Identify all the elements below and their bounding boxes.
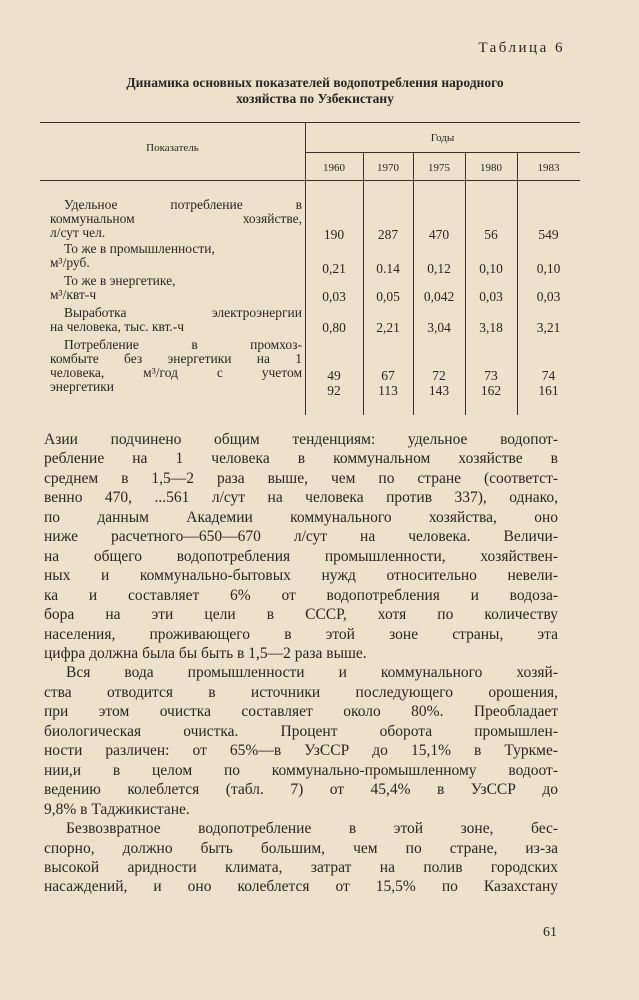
text-line: Вся вода промышленности и коммунального хозяй- (66, 664, 558, 682)
row-label (50, 306, 302, 334)
text-line: населения, проживающего в этой зоне страны, эта (44, 625, 558, 643)
text-line: среднем в 1,5—2 раза выше, чем по стране (соответст- (44, 469, 558, 487)
header-indicator: Показатель (146, 142, 199, 154)
row-label-line: Удельное потребление в (64, 197, 302, 212)
table-cell: 0,21 (322, 261, 346, 276)
table-cell: 0,05 (376, 289, 400, 304)
text-line: биологическая очистка. Процент оборота промышлен- (44, 722, 558, 740)
table-cell: 162 (480, 383, 502, 398)
year-header: 1980 (480, 162, 502, 174)
table-cell: 67 (381, 368, 395, 383)
table-cell: 287 (377, 227, 399, 242)
table-cell: 0,042 (423, 289, 455, 304)
table-cell: 470 (428, 227, 450, 242)
text-line: ства отводится в источники последующего орошения, (44, 683, 558, 701)
table-cell: 143 (428, 383, 450, 398)
row-label-line: м³/квт-ч (50, 287, 97, 302)
row-label-line: комбыте без энергетики на 1 (50, 351, 302, 366)
text-line: венно 470, ...561 л/сут на человека против 337), однако, (44, 489, 558, 507)
header-years: Годы (430, 132, 455, 144)
table-cell: 74 (541, 368, 556, 383)
row-label (50, 198, 302, 240)
text-line: ности различен: от 65%—в УзССР до 15,1% в Туркме- (44, 742, 558, 760)
year-header: 1970 (377, 162, 399, 174)
table-cell: 113 (378, 383, 398, 398)
table-cell: 92 (327, 383, 341, 398)
table-cell: 0,10 (536, 261, 561, 276)
text-line: ных и коммунально-бытовых нужд относительно невели- (44, 567, 558, 585)
table-cell: 0,03 (536, 289, 561, 304)
text-line: бора на эти цели в СССР, хотя по количеству (44, 606, 558, 624)
text-line: Безвозвратное водопотребление в этой зоне, бес- (66, 820, 558, 838)
text-line: высокой аридности климата, затрат на полив городских (44, 858, 558, 876)
table-title (60, 75, 570, 107)
year-header: 1975 (428, 162, 450, 174)
text-line: ведению колеблется (табл. 7) от 45,4% в УзССР до (44, 781, 558, 799)
table-cell: 73 (484, 368, 498, 383)
row-label-line: энергетики (50, 379, 115, 394)
table-cell: 2,21 (376, 320, 400, 335)
text-line: ка и составляет 6% от водопотребления и водоза- (44, 586, 558, 604)
text-line: нии,и в целом по коммунально-промышленному водоот- (44, 761, 558, 779)
table-cell: 72 (432, 368, 446, 383)
text-line: насаждений, и оно колеблется от 15,5% по Казахстану (44, 878, 558, 896)
table-top-rule (40, 122, 580, 123)
text-line: по данным Академии коммунального хозяйства, оно (44, 508, 558, 526)
row-label-line: коммунальном хозяйстве, (50, 211, 302, 226)
table-cell: 549 (538, 227, 559, 242)
table-cell: 0,80 (322, 320, 346, 335)
row-label-line: человека, м³/год с учетом (50, 365, 302, 380)
table-cell: 3,18 (479, 320, 503, 335)
table-title-line: хозяйства по Узбекистану (236, 91, 394, 106)
years-header-rule (305, 152, 580, 153)
text-line: 9,8% в Таджикистане. (44, 800, 190, 818)
text-line: спорно, должно быть большим, чем по стране, из-за (44, 839, 558, 857)
row-label-line: л/сут чел. (50, 225, 106, 240)
row-label (50, 338, 302, 394)
table-cell: 0,12 (427, 261, 451, 276)
table-cell: 56 (484, 227, 498, 242)
table-cell: 0,03 (479, 289, 503, 304)
table-cell: 0,10 (479, 261, 503, 276)
table-cell: 190 (323, 227, 345, 242)
row-label-line: м³/руб. (50, 255, 90, 270)
year-header: 1983 (537, 162, 560, 174)
text-line: ребление на 1 человека в коммунальном хозяйстве в (44, 450, 558, 468)
table-cell: 49 (327, 368, 341, 383)
table-cell: 3,21 (536, 320, 561, 335)
table-cell: 0,03 (322, 289, 346, 304)
data-table (40, 122, 580, 415)
table-number: Таблица 6 (478, 40, 565, 56)
row-label-line: То же в промышленности, (64, 241, 215, 256)
page-number: 61 (543, 925, 557, 940)
row-label (50, 242, 302, 270)
table-cell: 161 (538, 383, 559, 398)
text-line: на общего водопотребления промышленности, хозяйствен- (44, 547, 558, 565)
row-label-line: То же в энергетике, (64, 273, 176, 288)
table-title-line: Динамика основных показателей водопотребления народного (126, 75, 504, 90)
text-line: цифра должна была бы быть в 1,5—2 раза выше. (44, 644, 367, 662)
text-line: при этом очистка составляет около 80%. Преобладает (44, 703, 558, 721)
row-label (50, 274, 302, 302)
header-bottom-rule (40, 180, 580, 181)
row-label-line: Выработка электроэнергии (64, 305, 302, 320)
body-text (44, 430, 558, 897)
text-line: ниже расчетного—650—670 л/сут на человека. Величи- (44, 528, 558, 546)
row-label-line: Потребление в промхоз- (64, 337, 302, 352)
text-line: Азии подчинено общим тенденциям: удельное водопот- (44, 431, 558, 448)
table-cell: 3,04 (427, 320, 451, 335)
row-label-line: на человека, тыс. квт.-ч (50, 319, 185, 334)
table-cell: 0.14 (376, 261, 400, 276)
year-header: 1960 (323, 162, 345, 174)
